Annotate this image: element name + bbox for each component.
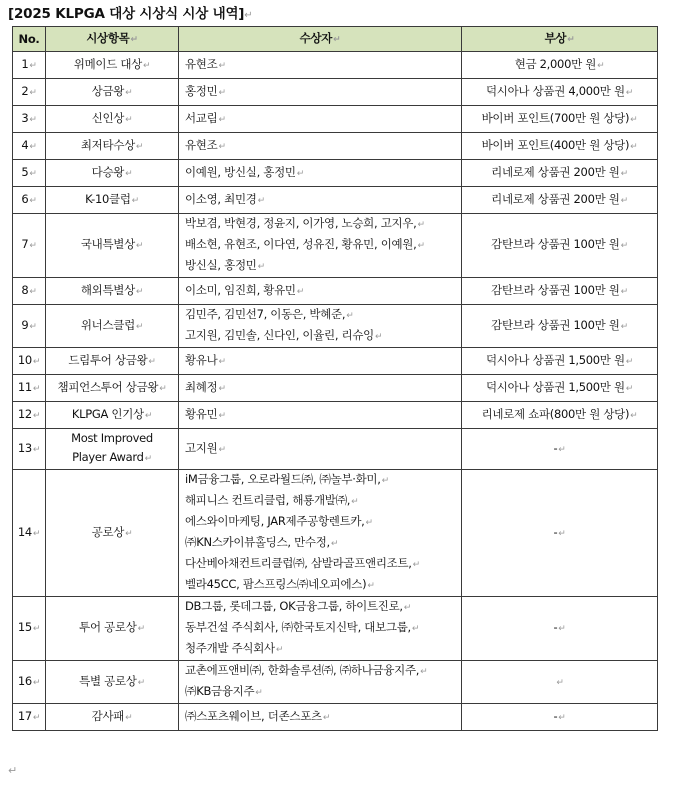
paragraph-mark: ↵ [374, 332, 383, 342]
row-number: 4 [21, 137, 29, 152]
paragraph-mark: ↵ [333, 34, 341, 45]
category-text: 해외특별상 [80, 282, 135, 297]
row-number: 8 [21, 282, 29, 297]
winners-text: 에스와이마케팅, JAR제주공항렌트카, [185, 514, 365, 528]
header-prize [462, 27, 658, 52]
paragraph-mark: ↵ [125, 168, 133, 179]
prize-text: 덕시아나 상품권 1,500만 원 [485, 352, 625, 367]
prize-text: - [553, 620, 558, 634]
winners-line [185, 533, 457, 554]
winners-line [185, 405, 457, 426]
paragraph-mark: ↵ [29, 241, 37, 251]
row-number: 9 [21, 317, 29, 332]
paragraph-mark: ↵ [403, 603, 412, 613]
paragraph-mark: ↵ [367, 581, 375, 591]
winners-text: 고지원, 김민솔, 신다인, 이율린, 리슈잉 [185, 328, 374, 342]
cell-category [46, 402, 179, 429]
winners-text: iM금융그룹, 오로라월드㈜, ㈜놀부·화미, [185, 472, 381, 486]
paragraph-mark: ↵ [144, 454, 152, 464]
cell-no [13, 661, 46, 704]
cell-winners [179, 402, 462, 429]
paragraph-mark: ↵ [142, 60, 151, 71]
paragraph-mark: ↵ [346, 311, 354, 321]
category-text: 국내특별상 [80, 237, 135, 251]
cell-winners [179, 79, 462, 106]
cell-no [13, 704, 46, 731]
row-number: 13 [17, 440, 32, 455]
category-text: 위너스클럽 [80, 317, 135, 332]
paragraph-mark: ↵ [32, 624, 41, 634]
category-text: 챔피언스투어 상금왕 [57, 379, 159, 394]
paragraph-mark: ↵ [296, 168, 304, 179]
cell-category [46, 305, 179, 348]
row-number: 15 [17, 620, 32, 634]
paragraph-mark: ↵ [218, 383, 226, 394]
paragraph-mark: ↵ [125, 87, 133, 98]
table-row [13, 52, 658, 79]
winners-text: DB그룹, 롯데그룹, OK금융그룹, 하이트진로, [185, 599, 403, 613]
category-text: K-10클럽 [85, 191, 131, 206]
paragraph-mark: ↵ [137, 677, 145, 688]
winners-text: 서교림 [185, 110, 218, 125]
paragraph-mark: ↵ [255, 688, 263, 698]
awards-table [12, 26, 658, 731]
winners-line [185, 618, 457, 639]
prize-text: - [553, 524, 558, 539]
cell-prize [462, 375, 658, 402]
prize-text: 리네로제 상품권 200만 원 [491, 164, 620, 179]
category-text: 투어 공로상 [79, 620, 137, 634]
winners-text: 최혜정 [185, 379, 218, 394]
category-text: 특별 공로상 [79, 673, 137, 688]
cell-prize [462, 106, 658, 133]
paragraph-mark: ↵ [558, 444, 566, 455]
winners-text: 황유나 [185, 352, 218, 367]
paragraph-mark: ↵ [125, 114, 133, 125]
winners-line [185, 136, 457, 157]
table-row [13, 160, 658, 187]
cell-winners [179, 52, 462, 79]
cell-category [46, 52, 179, 79]
paragraph-mark: ↵ [420, 667, 428, 677]
row-number: 17 [17, 708, 32, 723]
header-winners-label: 수상자 [299, 30, 333, 45]
cell-no [13, 597, 46, 661]
paragraph-mark: ↵ [135, 141, 144, 152]
winners-line [185, 639, 457, 660]
document-title [8, 2, 252, 22]
paragraph-mark: ↵ [417, 241, 425, 251]
paragraph-mark: ↵ [125, 712, 133, 723]
paragraph-mark: ↵ [29, 141, 37, 152]
paragraph-mark: ↵ [567, 34, 575, 45]
winners-text: 황유민 [185, 406, 218, 421]
cell-winners [179, 214, 462, 278]
header-no: No. [13, 27, 46, 52]
paragraph-mark: ↵ [32, 444, 41, 455]
paragraph-mark: ↵ [130, 34, 138, 45]
winners-text: 청주개발 주식회사 [185, 641, 275, 655]
paragraph-mark: ↵ [630, 114, 638, 125]
winners-line [185, 305, 457, 326]
paragraph-mark: ↵ [620, 321, 628, 332]
paragraph-mark: ↵ [29, 286, 37, 297]
category-line [50, 429, 174, 448]
winners-line [185, 351, 457, 372]
cell-category [46, 160, 179, 187]
winners-line [185, 326, 457, 347]
paragraph-mark: ↵ [135, 241, 144, 251]
cell-winners [179, 429, 462, 470]
paragraph-mark: ↵ [218, 410, 226, 421]
cell-no [13, 106, 46, 133]
cell-no [13, 214, 46, 278]
cell-prize [462, 79, 658, 106]
paragraph-mark: ↵ [412, 560, 420, 570]
winners-text: 동부건설 주식회사, ㈜한국토지신탁, 대보그룹, [185, 620, 411, 634]
paragraph-mark: ↵ [144, 410, 153, 421]
paragraph-mark: ↵ [29, 114, 37, 125]
category-text: KLPGA 인기상 [71, 406, 144, 421]
winners-line [185, 378, 457, 399]
table-row [13, 704, 658, 731]
winners-line [185, 575, 457, 596]
table-row [13, 402, 658, 429]
winners-line [185, 707, 457, 728]
table-row [13, 187, 658, 214]
paragraph-mark: ↵ [32, 356, 41, 367]
row-number: 5 [21, 164, 29, 179]
cell-winners [179, 375, 462, 402]
cell-winners [179, 704, 462, 731]
paragraph-mark: ↵ [625, 383, 634, 394]
category-text: 상금왕 [91, 83, 125, 98]
cell-no [13, 375, 46, 402]
winners-text: 홍정민 [185, 83, 218, 98]
table-header-row [13, 27, 658, 52]
cell-winners [179, 160, 462, 187]
paragraph-mark: ↵ [322, 712, 331, 723]
paragraph-mark: ↵ [135, 321, 144, 332]
category-text: 감사패 [91, 708, 125, 723]
paragraph-mark: ↵ [244, 10, 253, 21]
paragraph-mark: ↵ [137, 624, 145, 634]
cell-prize [462, 704, 658, 731]
row-number: 12 [17, 406, 32, 421]
paragraph-mark: ↵ [148, 356, 156, 367]
row-number: 1 [21, 56, 29, 71]
end-paragraph-mark: ↵ [8, 764, 18, 777]
paragraph-mark: ↵ [365, 518, 373, 528]
table-row [13, 661, 658, 704]
paragraph-mark: ↵ [257, 262, 265, 272]
winners-line [185, 214, 457, 235]
table-row [13, 133, 658, 160]
category-text: 다승왕 [91, 164, 125, 179]
table-row [13, 214, 658, 278]
winners-text: 김민주, 김민선7, 이동은, 박혜준, [185, 307, 346, 321]
cell-no [13, 187, 46, 214]
cell-prize [462, 661, 658, 704]
paragraph-mark: ↵ [218, 356, 226, 367]
cell-category [46, 704, 179, 731]
winners-text: ㈜스포츠웨이브, 더존스포츠 [185, 708, 322, 723]
cell-category [46, 348, 179, 375]
table-row [13, 305, 658, 348]
cell-no [13, 278, 46, 305]
paragraph-mark: ↵ [218, 444, 226, 455]
table-row [13, 106, 658, 133]
paragraph-mark: ↵ [625, 356, 634, 367]
paragraph-mark: ↵ [29, 87, 37, 98]
cell-winners [179, 661, 462, 704]
paragraph-mark: ↵ [29, 321, 37, 332]
paragraph-mark: ↵ [597, 60, 605, 71]
cell-no [13, 470, 46, 597]
paragraph-mark: ↵ [32, 410, 41, 421]
paragraph-mark: ↵ [218, 114, 226, 125]
paragraph-mark: ↵ [159, 383, 167, 394]
paragraph-mark: ↵ [411, 624, 420, 634]
winners-text: 이소미, 임진희, 황유민 [185, 282, 296, 297]
header-prize-label: 부상 [544, 30, 567, 45]
paragraph-mark: ↵ [351, 497, 359, 507]
cell-category [46, 79, 179, 106]
cell-prize [462, 597, 658, 661]
paragraph-mark: ↵ [125, 528, 133, 539]
paragraph-mark: ↵ [330, 539, 339, 549]
winners-line [185, 661, 457, 682]
row-number: 6 [21, 191, 29, 206]
table-row [13, 429, 658, 470]
header-category-label: 시상항목 [86, 30, 130, 45]
cell-prize [462, 214, 658, 278]
paragraph-mark: ↵ [558, 528, 566, 539]
winners-text: 이소영, 최민경 [185, 191, 257, 206]
winners-text: ㈜KB금융지주 [185, 684, 255, 698]
cell-no [13, 305, 46, 348]
paragraph-mark: ↵ [381, 476, 389, 486]
paragraph-mark: ↵ [32, 528, 41, 539]
paragraph-mark: ↵ [32, 383, 41, 394]
cell-prize [462, 278, 658, 305]
cell-prize [462, 133, 658, 160]
paragraph-mark: ↵ [558, 624, 566, 634]
row-number: 11 [17, 379, 32, 394]
cell-no [13, 348, 46, 375]
cell-prize [462, 402, 658, 429]
prize-text: 감탄브라 상품권 100만 원 [491, 317, 620, 332]
cell-prize [462, 187, 658, 214]
cell-prize [462, 348, 658, 375]
prize-text: 감탄브라 상품권 100만 원 [491, 237, 620, 251]
cell-prize [462, 470, 658, 597]
paragraph-mark: ↵ [135, 286, 144, 297]
winners-line [185, 554, 457, 575]
winners-text: 해피니스 컨트리클럽, 해룡개발㈜, [185, 493, 351, 507]
paragraph-mark: ↵ [625, 87, 634, 98]
cell-category [46, 597, 179, 661]
cell-category [46, 661, 179, 704]
cell-prize [462, 305, 658, 348]
prize-text: 리네로제 쇼파(800만 원 상당) [481, 406, 630, 421]
cell-category [46, 375, 179, 402]
winners-text: 방신실, 홍정민 [185, 258, 257, 272]
prize-text: 감탄브라 상품권 100만 원 [491, 282, 620, 297]
paragraph-mark: ↵ [558, 712, 566, 723]
paragraph-mark: ↵ [29, 60, 37, 71]
prize-text: 리네로제 상품권 200만 원 [491, 191, 620, 206]
category-text: 최저타수상 [80, 137, 135, 152]
winners-line [185, 109, 457, 130]
row-number: 16 [17, 673, 32, 688]
cell-winners [179, 133, 462, 160]
cell-no [13, 160, 46, 187]
cell-prize [462, 52, 658, 79]
winners-text: 고지원 [185, 440, 218, 455]
cell-winners [179, 278, 462, 305]
cell-winners [179, 597, 462, 661]
prize-text: 현금 2,000만 원 [514, 56, 597, 71]
cell-prize [462, 160, 658, 187]
winners-line [185, 235, 457, 256]
cell-category [46, 429, 179, 470]
paragraph-mark: ↵ [218, 60, 226, 71]
paragraph-mark: ↵ [275, 645, 284, 655]
winners-text: 벨라45CC, 팜스프링스㈜네오피에스) [185, 577, 367, 591]
cell-category [46, 278, 179, 305]
paragraph-mark: ↵ [620, 286, 628, 297]
cell-winners [179, 187, 462, 214]
row-number: 10 [17, 352, 32, 367]
winners-text: 배소현, 유현조, 이다연, 성유진, 황유민, 이예원, [185, 237, 417, 251]
winners-line [185, 256, 457, 277]
prize-text: - [553, 440, 558, 455]
winners-text: 이예원, 방신실, 홍정민 [185, 164, 296, 179]
category-text: Most Improved [71, 431, 153, 445]
cell-prize [462, 429, 658, 470]
category-line [50, 448, 174, 469]
paragraph-mark: ↵ [131, 195, 139, 206]
winners-line [185, 82, 457, 103]
category-text: 위메이드 대상 [73, 56, 142, 71]
winners-text: 교촌에프앤비㈜, 한화솔루션㈜, ㈜하나금융지주, [185, 663, 420, 677]
winners-line [185, 512, 457, 533]
row-number: 14 [17, 524, 32, 539]
row-number: 3 [21, 110, 29, 125]
cell-category [46, 214, 179, 278]
paragraph-mark: ↵ [296, 286, 304, 297]
cell-no [13, 402, 46, 429]
table-row [13, 470, 658, 597]
prize-text: 덕시아나 상품권 4,000만 원 [485, 83, 625, 98]
table-row [13, 79, 658, 106]
winners-text: ㈜KN스카이뷰홀딩스, 만수정, [185, 535, 330, 549]
cell-winners [179, 348, 462, 375]
prize-text: 바이버 포인트(400만 원 상당) [481, 137, 630, 152]
winners-line [185, 281, 457, 302]
row-number: 2 [21, 83, 29, 98]
table-row [13, 597, 658, 661]
document-title-text: [2025 KLPGA 대상 시상식 시상 내역] [8, 6, 245, 22]
paragraph-mark: ↵ [32, 712, 41, 723]
winners-line [185, 470, 457, 491]
winners-line [185, 491, 457, 512]
category-text: 신인상 [91, 110, 125, 125]
winners-text: 유현조 [185, 56, 218, 71]
cell-no [13, 79, 46, 106]
paragraph-mark: ↵ [417, 220, 425, 230]
winners-line [185, 55, 457, 76]
prize-text: 바이버 포인트(700만 원 상당) [481, 110, 630, 125]
paragraph-mark: ↵ [29, 168, 37, 179]
paragraph-mark: ↵ [620, 168, 628, 179]
cell-no [13, 52, 46, 79]
paragraph-mark: ↵ [218, 87, 226, 98]
cell-winners [179, 106, 462, 133]
paragraph-mark: ↵ [630, 141, 638, 152]
prize-text: - [553, 708, 558, 723]
winners-text: 박보겸, 박현경, 정윤지, 이가영, 노승희, 고지우, [185, 216, 417, 230]
cell-category [46, 106, 179, 133]
cell-category [46, 470, 179, 597]
winners-line [185, 439, 457, 460]
table-row [13, 348, 658, 375]
winners-line [185, 190, 457, 211]
paragraph-mark: ↵ [32, 677, 41, 688]
table-row [13, 278, 658, 305]
category-text: Player Award [72, 450, 144, 464]
header-winners [179, 27, 462, 52]
winners-line [185, 597, 457, 618]
paragraph-mark: ↵ [620, 241, 628, 251]
cell-category [46, 187, 179, 214]
header-category [46, 27, 179, 52]
paragraph-mark: ↵ [556, 677, 564, 688]
winners-line [185, 163, 457, 184]
winners-text: 유현조 [185, 137, 218, 152]
category-text: 드림투어 상금왕 [68, 352, 148, 367]
cell-category [46, 133, 179, 160]
winners-text: 다산베아채컨트리클럽㈜, 삼발라골프앤리조트, [185, 556, 412, 570]
row-number: 7 [21, 237, 29, 251]
prize-text: 덕시아나 상품권 1,500만 원 [485, 379, 625, 394]
paragraph-mark: ↵ [218, 141, 226, 152]
paragraph-mark: ↵ [257, 195, 265, 206]
cell-no [13, 133, 46, 160]
winners-line [185, 682, 457, 703]
cell-winners [179, 305, 462, 348]
paragraph-mark: ↵ [630, 410, 638, 421]
category-text: 공로상 [91, 524, 125, 539]
paragraph-mark: ↵ [29, 195, 37, 206]
cell-no [13, 429, 46, 470]
table-row [13, 375, 658, 402]
paragraph-mark: ↵ [620, 195, 628, 206]
cell-winners [179, 470, 462, 597]
